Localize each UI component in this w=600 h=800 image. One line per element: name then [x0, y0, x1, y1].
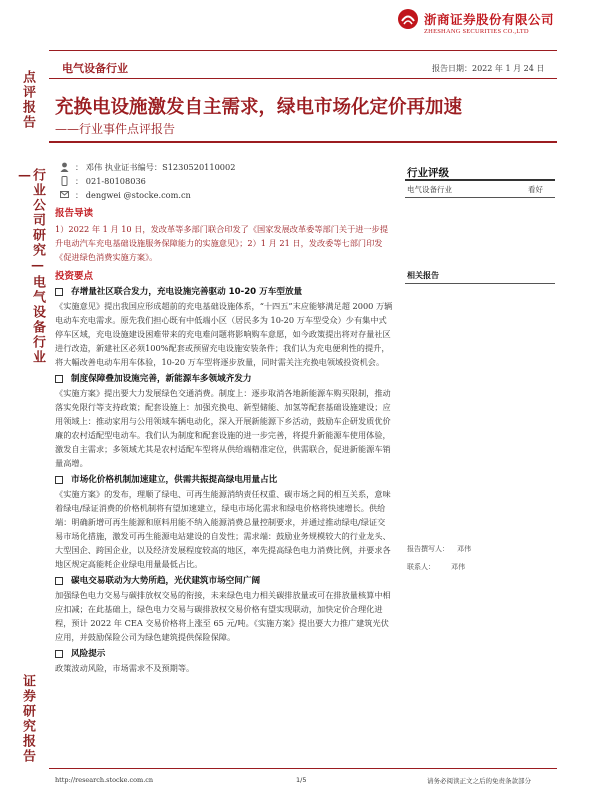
guide-text: 1）2022 年 1 月 10 日，发改革等多部门联合印发了《国家发展改革委等部门关于进一步提升电动汽车充电基础设施服务保障能力的实施意见》；2）1 月 21 日，发改委等七部门印发《促进绿色消费实施方案》。 [55, 224, 389, 262]
analyst-name-line: ： 邓伟 执业证书编号：S1230520110002 [75, 162, 236, 172]
writer-name: 邓伟 [457, 545, 471, 553]
report-date: 报告日期：2022 年 1 月 24 日 [432, 64, 545, 73]
section-heading: 市场化价格机制加速建立，供需共振提高绿电用量占比 [71, 475, 278, 485]
bullet-square-icon [55, 650, 63, 658]
bullet-square-icon [55, 577, 63, 585]
invest-section [55, 647, 393, 675]
invest-section [55, 285, 393, 369]
report-subtitle: ——行业事件点评报告 [55, 122, 176, 136]
phone-icon [60, 176, 69, 186]
bullet-square-icon [55, 476, 63, 484]
email-icon [60, 190, 69, 200]
invest-section [55, 372, 393, 470]
rating-industry: 电气设备行业 [407, 185, 452, 194]
section-text: 《实施方案》的发布，理顺了绿电、可再生能源消纳责任权重、碳市场之间的相互关系，意味着绿电/绿证消费的价格机制将有望加速建立，绿电市场化需求和绿电价格将快速增长。供给端：明确新增可再生能源和原料用能不纳入能源消费总量控制要求，并通过推动绿电/绿证交易市场化措施，激发可再生能源电站建设的自发性；需求端：鼓励业务规模较大的行业龙头、大型国企、跨国企业，以及经济发展程度较高的地区，率先提高绿色电力消费比例，并要求各地区规定高能耗企业绿电用量最低占比。 [55, 489, 391, 569]
section-text: 政策波动风险，市场需求不及预期等。 [55, 663, 195, 673]
section-heading: 存增量社区联合发力，充电设施完善驱动 10-20 万车型放量 [71, 287, 303, 297]
contact-name: 邓伟 [451, 563, 465, 571]
writer-line [407, 544, 471, 554]
writer-label: 报告撰写人： [407, 545, 449, 553]
related-title: 相关报告 [407, 271, 439, 280]
section-heading: 制度保障叠加设施完善，新能源车多领域齐发力 [71, 374, 252, 384]
side-label-top: 点评报告 [20, 70, 35, 130]
invest-section [55, 473, 393, 571]
analyst-info [60, 160, 360, 202]
analyst-email: ： dengwei @stocke.com.cn [75, 190, 191, 200]
side-label-bottom: 证券研究报告 [20, 674, 35, 764]
footer-disclaimer: 请务必阅读正文之后的免责条款部分 [427, 777, 531, 785]
company-name-cn: 浙商证券股份有限公司 [424, 12, 555, 27]
section-heading: 风险提示 [71, 649, 106, 659]
page-number: 1/5 [296, 776, 307, 784]
contact-line [407, 562, 465, 572]
section-text: 《实施方案》提出要大力发展绿色交通消费。制度上：逐步取消各地新能源车购买限制，推动落实免限行等支持政策；配套设施上：加强充换电、新型储能、加氢等配套基础设施建设；应用领域上：推动家用与公用领域车辆电动化，深入开展新能源下乡活动，鼓励车企研发质优价廉的农村适配型电动车。我们认为制度和配套设施的进一步完善，将提升新能源车使用体验，激发自主需求；多领域尤其是农村适配车型将从供给端精准定位，供需联合，促进新能源车销量高增。 [55, 388, 391, 468]
footer-url[interactable]: http://research.stocke.com.cn [55, 776, 154, 784]
invest-section [55, 574, 393, 644]
report-title: 充换电设施激发自主需求，绿电市场化定价再加速 [55, 97, 463, 118]
analyst-phone: ： 021-80108036 [75, 176, 146, 186]
company-name-en: ZHESHANG SECURITIES CO.,LTD [424, 28, 529, 35]
main-content [55, 205, 393, 678]
bullet-square-icon [55, 288, 63, 296]
bullet-square-icon [55, 375, 63, 383]
section-text: 《实施意见》提出我国应形成超前的充电基础设施体系，“十四五”末应能够满足超 2000 万辆电动车充电需求。原先我们担心既有中低端小区（居民多为 10-20 万车型受众）少有集中式停车区域，充电设施建设困难带来的充电难问题将影响购车意愿，如今政策提出将对存量社区进行改造，新建社区必须100%配套或预留充电设施安装条件；我们认为充电便利性的提升，将大幅改善电动车用车体验，10-20 万车型将逐步放量，同时需关注充换电领域投资机会。 [55, 301, 393, 367]
guide-title: 报告导读 [55, 208, 94, 219]
logo-icon [397, 8, 419, 30]
rating-value: 看好 [528, 185, 543, 194]
rating-title: 行业评级 [407, 167, 449, 179]
user-icon [60, 162, 69, 172]
side-label-middle: 行业公司研究—电气设备行业— [17, 168, 45, 365]
contact-label: 联系人： [407, 563, 435, 571]
industry-name: 电气设备行业 [62, 62, 128, 75]
section-heading: 碳电交易联动为大势所趋，光伏建筑市场空间广阔 [71, 576, 261, 586]
invest-title: 投资要点 [55, 271, 94, 282]
company-logo [397, 8, 419, 30]
section-text: 加强绿色电力交易与碳排放权交易的衔接，未来绿色电力相关碳排放量或可在排放量核算中相应扣减；在此基础上，绿色电力交易与碳排放权交易价格有望实现联动，加快定价合理化进程，预计 2022 年 CEA 交易价格将上涨至 65 元/吨。《实施方案》提出要大力推广建筑光伏应用，并鼓励保险公司为绿色建筑提供保险保障。 [55, 590, 391, 642]
